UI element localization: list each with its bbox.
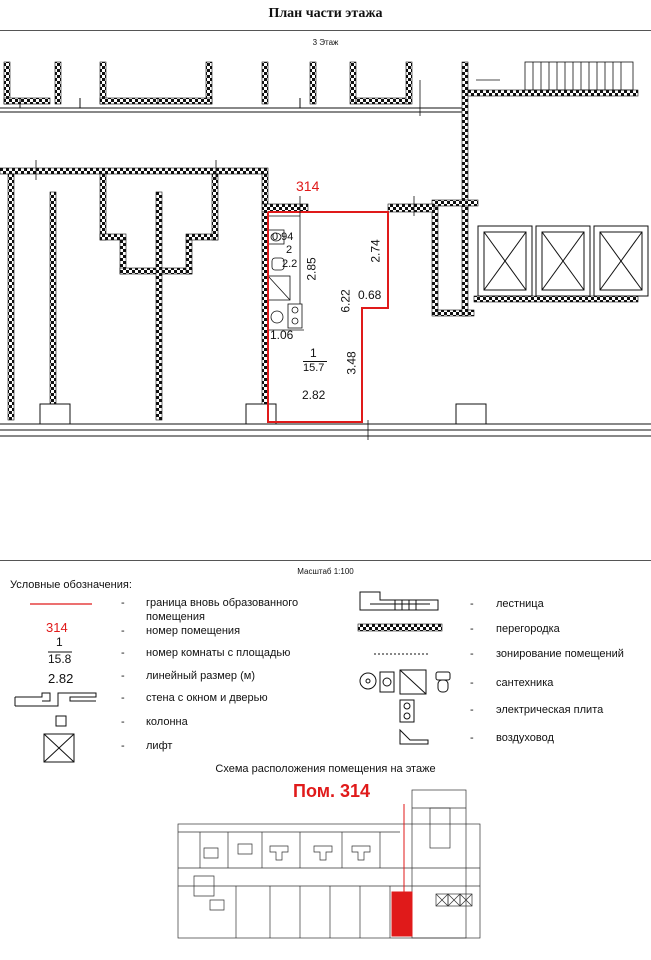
legend-room-number-sample: 1 [56,635,63,649]
legend-dash: - [121,647,125,659]
legend-item-label: зонирование помещений [496,648,624,660]
legend-dimension-sample: 2.82 [48,671,74,686]
legend-item-label: линейный размер (м) [146,670,255,682]
legend-item-label: номер помещения [146,625,241,637]
dimension-label: 6.22 [338,289,353,313]
dimension-label: 3.48 [344,351,359,375]
legend-dash: - [470,623,474,635]
scheme-highlight-unit [392,892,412,936]
legend-item-label: колонна [146,716,188,728]
dimension-label: 0.68 [358,288,382,302]
legend-item-label: граница вновь образованного помещения [146,597,299,623]
legend-dash: - [121,670,125,682]
legend-dash: - [121,692,125,704]
dimension-label: 1.06 [270,328,294,342]
scheme-title: Схема расположения помещения на этаже [215,763,436,775]
legend-item-label: стена с окном и дверью [146,692,268,704]
legend-item-label: номер комнаты с площадью [146,647,291,659]
room-number-label: 2 [286,244,293,256]
legend-room-area-sample: 15.8 [48,652,72,666]
page-title: План части этажа [268,6,383,21]
legend-dash: - [121,597,125,609]
floor-label: 3 Этаж [312,38,339,47]
scheme-highlight-label: Пом. 314 [293,781,371,801]
room-number-label: 1 [310,346,317,360]
legend-dash: - [121,716,125,728]
legend-item-label: лифт [146,740,173,752]
room-area-label: 2.2 [282,258,298,270]
legend-dash: - [470,677,474,689]
legend-item-label: электрическая плита [496,704,604,716]
dimension-label: 2.82 [302,388,326,402]
legend-dash: - [470,732,474,744]
dimension-label: 2.85 [304,257,319,281]
legend-item-label: сантехника [496,677,554,689]
legend-caption: Условные обозначения: [10,579,132,591]
unit-number-label: 314 [296,178,320,194]
legend-item-label: лестница [496,598,544,610]
legend-dash: - [121,740,125,752]
legend-dash: - [470,598,474,610]
dimension-label: 2.74 [368,239,383,263]
room-area-label: 15.7 [303,362,325,374]
legend-dash: - [470,704,474,716]
legend-item-label: перегородка [496,623,560,635]
dimension-label: 0.94 [272,231,294,243]
scale-label: Масштаб 1:100 [297,567,354,576]
legend-dash: - [121,625,125,637]
legend-unit-number-sample: 314 [46,620,68,635]
legend-item-label: воздуховод [496,732,554,744]
legend-dash: - [470,648,474,660]
